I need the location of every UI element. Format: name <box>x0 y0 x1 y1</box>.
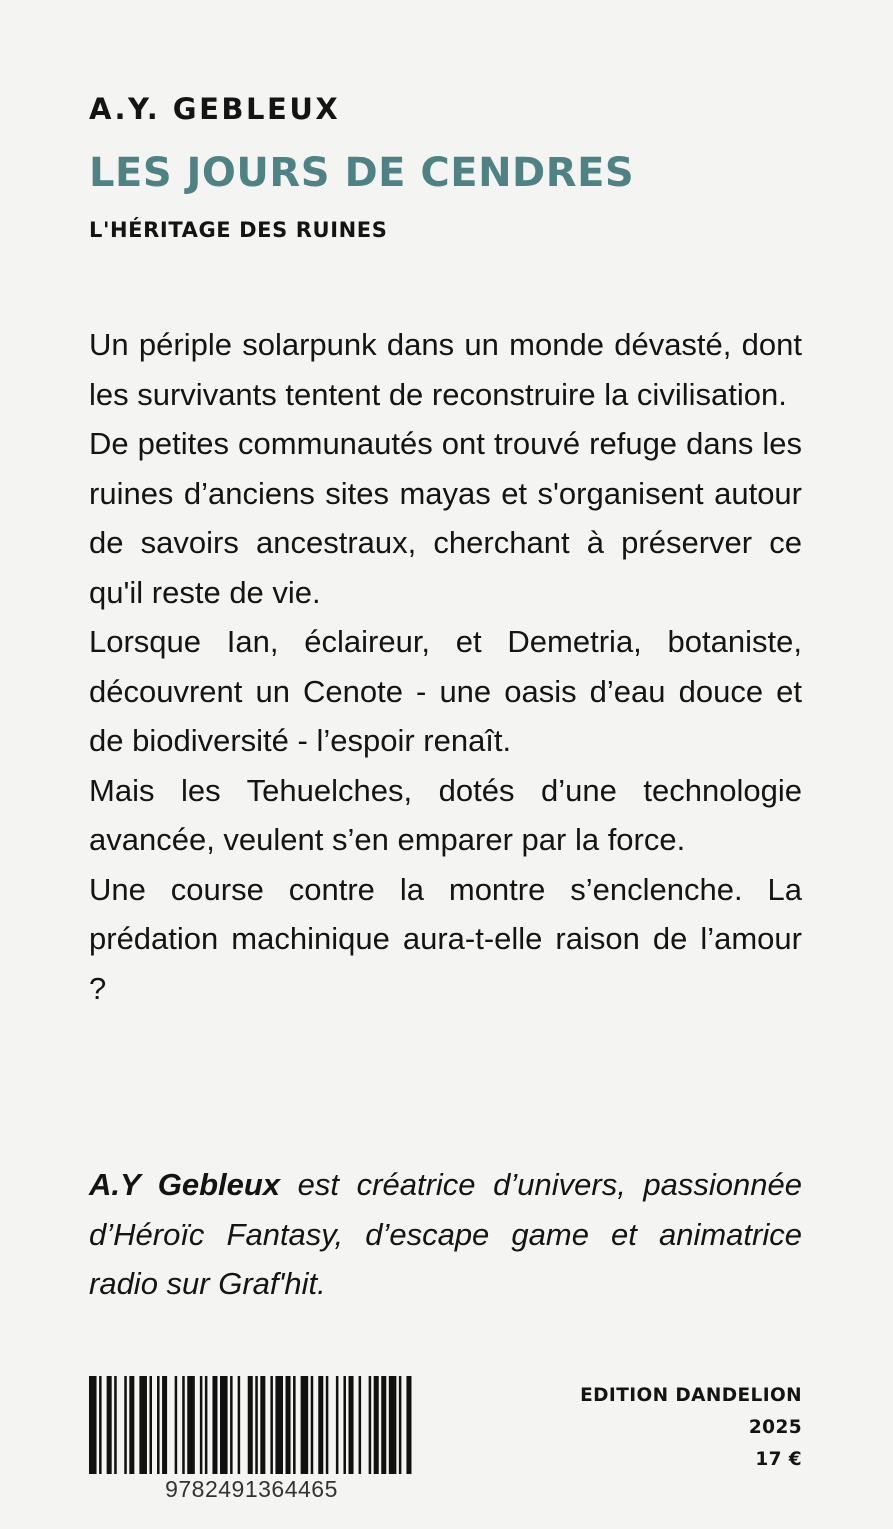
barcode-bar <box>336 1376 339 1474</box>
barcode-bar <box>381 1376 386 1474</box>
barcode-bar <box>248 1376 253 1474</box>
barcode-bar <box>124 1376 127 1474</box>
publisher-info <box>580 1380 802 1476</box>
barcode-bar <box>406 1376 411 1474</box>
barcode-bar <box>301 1376 309 1474</box>
barcode-bar <box>238 1376 241 1474</box>
barcode-bar <box>149 1376 152 1474</box>
blurb <box>89 320 802 1013</box>
barcode-bar <box>175 1376 178 1474</box>
barcode-bar <box>286 1376 291 1474</box>
barcode-bar <box>374 1376 379 1474</box>
barcode-bar <box>139 1376 147 1474</box>
book-subtitle: L'HÉRITAGE DES RUINES <box>89 218 388 242</box>
author-bio <box>89 1160 802 1309</box>
blurb-paragraph: Mais les Tehuelches, dotés d’une technologie avancée, veulent s’en emparer par la force. <box>89 772 802 857</box>
barcode-graphic <box>89 1376 414 1474</box>
barcode-bar <box>114 1376 117 1474</box>
barcode-bar <box>157 1376 160 1474</box>
barcode-bar <box>369 1376 372 1474</box>
barcode-bar <box>275 1376 283 1474</box>
publisher-name: EDITION DANDELION <box>580 1385 802 1406</box>
barcode-bar <box>230 1376 233 1474</box>
barcode-bar <box>389 1376 397 1474</box>
barcode-bar <box>162 1376 167 1474</box>
barcode-bar <box>129 1376 134 1474</box>
book-title: LES JOURS DE CENDRES <box>89 150 635 196</box>
isbn-number: 9782491364465 <box>165 1476 338 1502</box>
barcode-bar <box>270 1376 273 1474</box>
barcode-bars <box>89 1376 414 1474</box>
barcode-bar <box>89 1376 97 1474</box>
barcode-bar <box>187 1376 195 1474</box>
blurb-paragraph: Un périple solarpunk dans un monde dévasté, dont les survivants tentent de reconstruire la civilisation. <box>89 327 802 412</box>
author-bio-text: est créatrice d’univers, passionnée d’Héroïc Fantasy, d’escape game et animatrice radio sur Graf'hit. <box>89 1167 802 1301</box>
author-bio-name: A.Y Gebleux <box>89 1167 281 1202</box>
author-name: A.Y. GEBLEUX <box>89 92 341 126</box>
barcode-bar <box>205 1376 208 1474</box>
blurb-paragraph: Lorsque Ian, éclaireur, et Demetria, botaniste, découvrent un Cenote - une oasis d’eau douce et de biodiversité - l’espoir renaît. <box>89 624 802 758</box>
barcode-bar <box>200 1376 203 1474</box>
barcode <box>89 1376 414 1504</box>
book-price: 17 € <box>755 1449 802 1470</box>
barcode-bar <box>399 1376 402 1474</box>
barcode-bar <box>99 1376 102 1474</box>
barcode-bar <box>318 1376 323 1474</box>
barcode-bar <box>107 1376 112 1474</box>
barcode-bar <box>255 1376 258 1474</box>
barcode-bar <box>212 1376 217 1474</box>
barcode-bar <box>260 1376 265 1474</box>
barcode-bar <box>182 1376 185 1474</box>
barcode-bar <box>311 1376 314 1474</box>
barcode-bar <box>220 1376 228 1474</box>
publication-year: 2025 <box>748 1417 802 1438</box>
blurb-paragraph: De petites communautés ont trouvé refuge dans les ruines d’anciens sites mayas et s'organisent autour de savoirs ancestraux, cherchant à préserver ce qu'il reste de vie. <box>89 426 802 610</box>
blurb-paragraph: Une course contre la montre s’enclenche. La prédation machinique aura-t-elle raison de l’amour ? <box>89 871 802 1006</box>
barcode-bar <box>349 1376 354 1474</box>
barcode-bar <box>343 1376 346 1474</box>
barcode-bar <box>293 1376 296 1474</box>
barcode-bar <box>326 1376 329 1474</box>
barcode-bar <box>359 1376 362 1474</box>
